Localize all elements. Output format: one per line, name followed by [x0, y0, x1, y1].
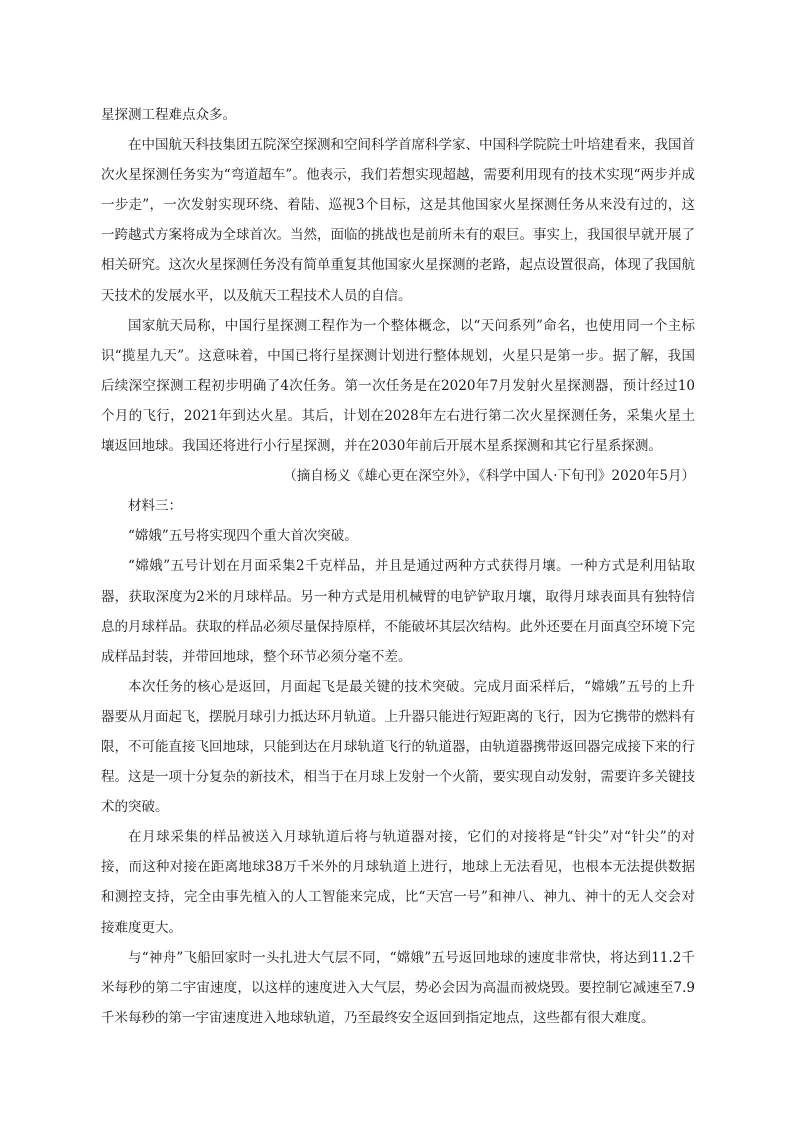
paragraph-reentry: 与“神舟”飞船回家时一头扎进大气层不同，“嫦娥”五号返回地球的速度非常快，将达到11.2千米每秒的第二宇宙速度，以这样的速度进入大气层，势必会因为高温而被烧毁。要控制它减速至7.9千米每秒的第一宇宙速度进入地球轨道，乃至最终安全返回到指定地点，这些都有很大难度。 — [101, 949, 695, 1026]
paragraph-sampling: “嫦娥”五号计划在月面采集2千克样品，并且是通过两种方式获得月壤。一种方式是利用钻取器，获取深度为2米的月球样品。另一种方式是用机械臂的电铲铲取月壤，取得月球表面具有独特信息的月球样品。获取的样品必须尽量保持原样，不能破坏其层次结构。此外还要在月面真空环境下完成样品封装，并带回地球，整个环节必须分毫不差。 — [101, 558, 695, 665]
paragraph-ye-peijian: 在中国航天科技集团五院深空探测和空间科学首席科学家、中国科学院院士叶培建看来，我国首次火星探测任务实为“弯道超车”。他表示，我们若想实现超越，需要利用现有的技术实现“两步并成一步走”，一次发射实现环绕、着陆、巡视3个目标，这是其他国家火星探测任务从来没有过的，这一跨越式方案将成为全球首次。当然，面临的挑战也是前所未有的艰巨。事实上，我国很早就开展了相关研究。这次火星探测任务没有简单重复其他国家火星探测的老路，起点设置很高，体现了我国航天技术的发展水平，以及航天工程技术人员的自信。 — [101, 137, 695, 304]
paragraph-continuation: 星探测工程难点众多。 — [101, 107, 236, 123]
paragraph-four-firsts: “嫦娥”五号将实现四个重大首次突破。 — [128, 528, 358, 545]
paragraph-tianwen-series: 国家航天局称，中国行星探测工程作为一个整体概念，以“天问系列”命名，也使用同一个主标识“揽星九天”。这意味着，中国已将行星探测计划进行整体规划，火星只是第一步。据了解，我国后续深空探测工程初步明确了4次任务。第一次任务是在2020年7月发射火星探测器，预计经过10个月的飞行，2021年到达火星。其后，计划在2028年左右进行第二次火星探测任务，采集火星土壤返回地球。我国还将进行小行星探测，并在2030年前后开展木星系探测和其它行星系探测。 — [101, 317, 695, 455]
document-body — [101, 100, 695, 1033]
material-three-heading: 材料三： — [128, 498, 182, 515]
paragraph-docking: 在月球采集的样品被送入月球轨道后将与轨道器对接，它们的对接将是“针尖”对“针尖”的对接，而这种对接在距离地球38万千米外的月球轨道上进行，地球上无法看见，也根本无法提供数据和测控支持，完全由事先植入的人工智能来完成，比“天宫一号”和神八、神九、神十的无人交会对接难度更大。 — [101, 829, 695, 936]
source-citation: （摘自杨义《雄心更在深空外》，《科学中国人·下旬刊》2020年5月） — [283, 468, 695, 485]
paragraph-lunar-takeoff: 本次任务的核心是返回，月面起飞是最关键的技术突破。完成月面采样后，“嫦娥”五号的上升器要从月面起飞，摆脱月球引力抵达环月轨道。上升器只能进行短距离的飞行，因为它携带的燃料有限，不可能直接飞回地球，只能到达在月球轨道飞行的轨道器，由轨道器携带返回器完成接下来的行程。这是一项十分复杂的新技术，相当于在月球上发射一个火箭，要实现自动发射，需要许多关键技术的突破。 — [101, 678, 695, 816]
